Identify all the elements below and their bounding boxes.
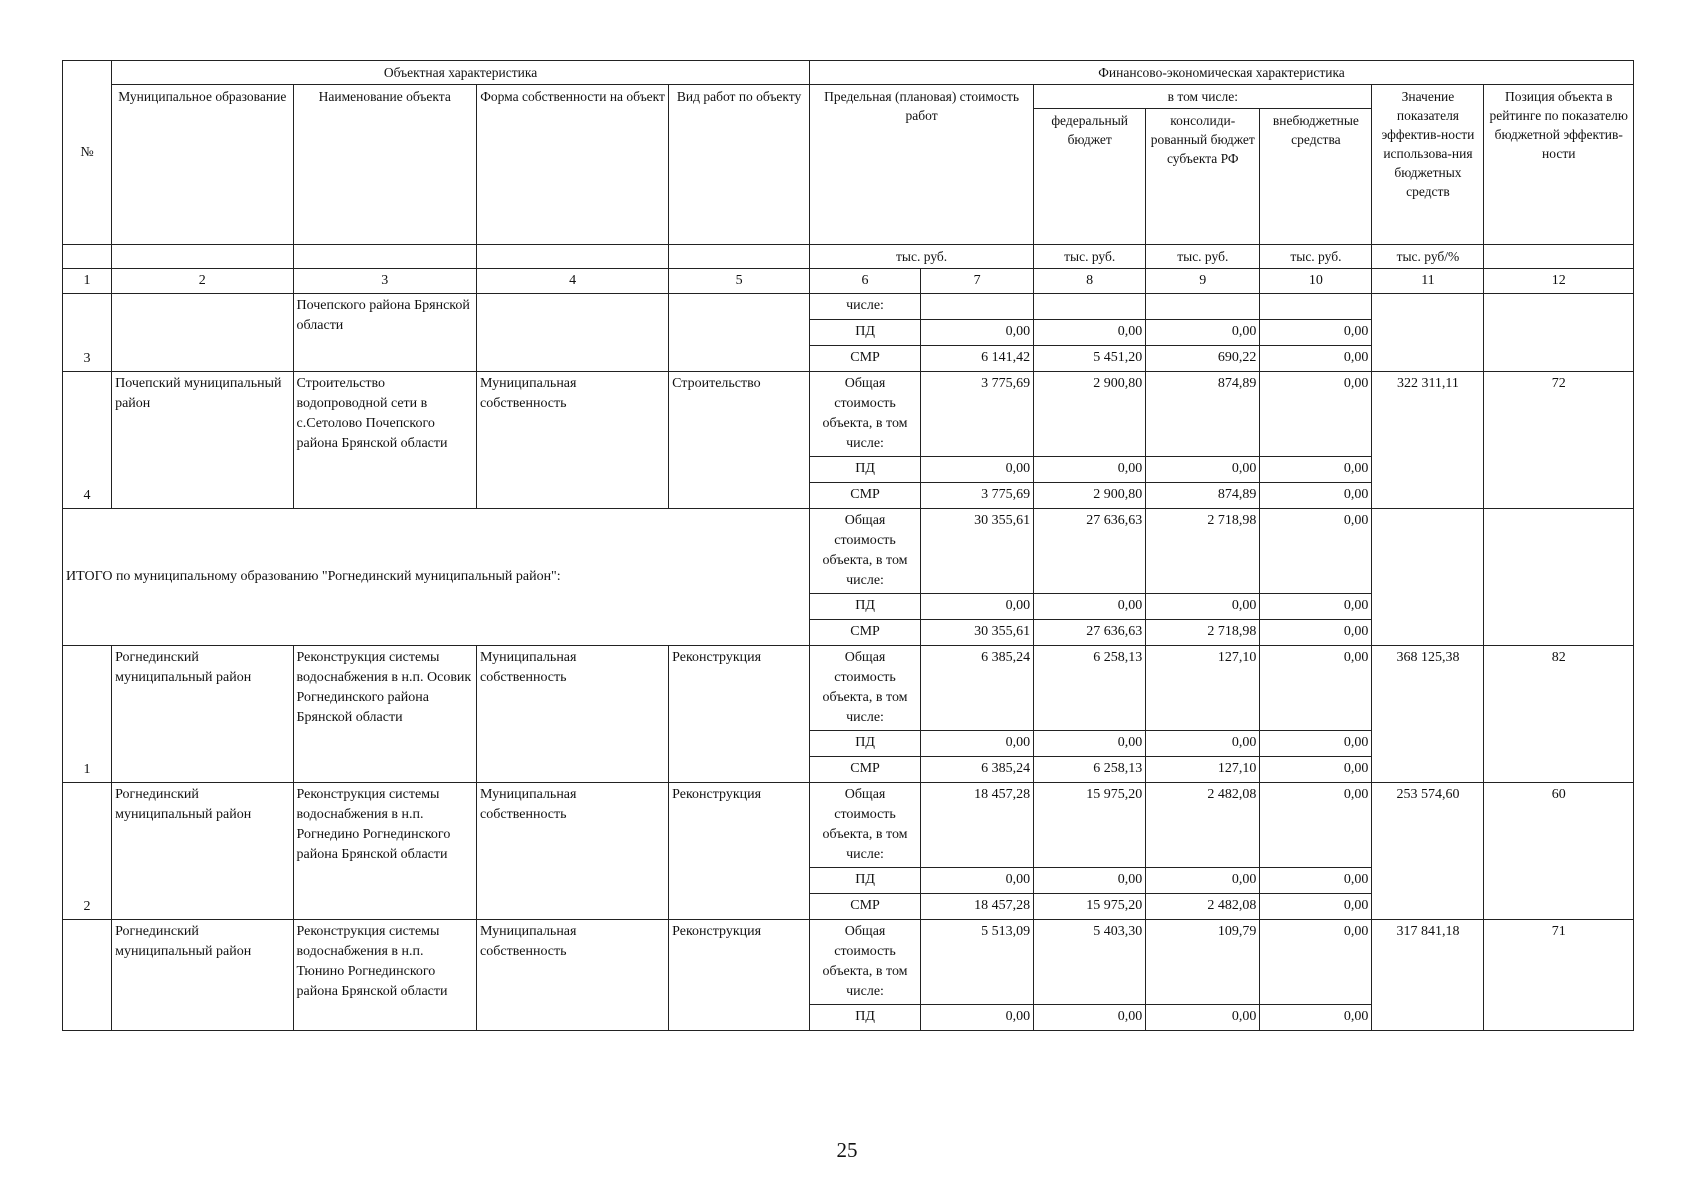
cost-total: 0,00: [921, 1005, 1034, 1031]
cost-total: 6 385,24: [921, 757, 1034, 783]
cost-consolidated: 874,89: [1146, 483, 1260, 509]
cost-federal: 27 636,63: [1034, 509, 1146, 594]
header-offbudget: внебюджетные средства: [1260, 109, 1372, 245]
cost-consolidated: 2 482,08: [1146, 894, 1260, 920]
header-efficiency: Значение показателя эффектив-ности использова-ния бюджетных средств: [1372, 85, 1484, 245]
cost-type-label: СМР: [810, 757, 921, 783]
object-name: Реконструкция системы водоснабжения в н.п. Рогнедино Рогнединского района Брянской области: [293, 783, 477, 920]
cost-consolidated: 109,79: [1146, 920, 1260, 1005]
work-type: Строительство: [669, 372, 810, 509]
cost-type-label: ПД: [810, 457, 921, 483]
header-num: №: [63, 61, 112, 245]
cost-offbudget: 0,00: [1260, 509, 1372, 594]
cost-consolidated: 0,00: [1146, 457, 1260, 483]
table-row: [63, 372, 1634, 457]
cost-federal: 2 900,80: [1034, 372, 1146, 457]
header-federal: федеральный бюджет: [1034, 109, 1146, 245]
column-number-row: [63, 269, 1634, 294]
header-rating: Позиция объекта в рейтинге по показателю бюджетной эффектив-ности: [1484, 85, 1634, 245]
table-row: [63, 783, 1634, 868]
cost-type-label: СМР: [810, 483, 921, 509]
header-municipality: Муниципальное образование: [112, 85, 293, 245]
cost-type-label: числе:: [810, 294, 921, 320]
cost-consolidated: 0,00: [1146, 868, 1260, 894]
cost-consolidated: 874,89: [1146, 372, 1260, 457]
cost-type-label: СМР: [810, 894, 921, 920]
cost-total: 0,00: [921, 457, 1034, 483]
rating-position: 71: [1484, 920, 1634, 1031]
rating-position: 82: [1484, 646, 1634, 783]
table-row: [63, 294, 1634, 320]
table-row: [63, 920, 1634, 1005]
cost-consolidated: 0,00: [1146, 594, 1260, 620]
column-number: 5: [669, 269, 810, 294]
cost-federal: 0,00: [1034, 1005, 1146, 1031]
cost-federal: 0,00: [1034, 320, 1146, 346]
cost-total: 18 457,28: [921, 894, 1034, 920]
cost-offbudget: 0,00: [1260, 731, 1372, 757]
ownership: Муниципальная собственность: [477, 783, 669, 920]
municipality: Рогнединский муниципальный район: [112, 920, 293, 1031]
cost-consolidated: 0,00: [1146, 320, 1260, 346]
cost-type-label: Общая стоимость объекта, в том числе:: [810, 783, 921, 868]
cost-consolidated: 2 718,98: [1146, 620, 1260, 646]
cost-offbudget: 0,00: [1260, 457, 1372, 483]
header-work-type: Вид работ по объекту: [669, 85, 810, 245]
cost-type-label: ПД: [810, 594, 921, 620]
header-including: в том числе:: [1034, 85, 1372, 109]
header-cost: Предельная (плановая) стоимость работ: [810, 85, 1034, 245]
cost-federal: 5 451,20: [1034, 346, 1146, 372]
unit-cost: тыс. руб.: [810, 245, 1034, 269]
cost-total: 6 141,42: [921, 346, 1034, 372]
cost-total: 30 355,61: [921, 620, 1034, 646]
column-number: 7: [921, 269, 1034, 294]
object-name: Реконструкция системы водоснабжения в н.п. Тюнино Рогнединского района Брянской области: [293, 920, 477, 1031]
column-number: 4: [477, 269, 669, 294]
row-number: 2: [63, 783, 112, 920]
page-number: 25: [836, 1138, 858, 1162]
cost-federal: 0,00: [1034, 594, 1146, 620]
column-number: 9: [1146, 269, 1260, 294]
ownership: Муниципальная собственность: [477, 920, 669, 1031]
cost-consolidated: 2 482,08: [1146, 783, 1260, 868]
municipality: Почепский муниципальный район: [112, 372, 293, 509]
cost-federal: 15 975,20: [1034, 783, 1146, 868]
work-type: Реконструкция: [669, 646, 810, 783]
table-row: [63, 509, 1634, 594]
cost-offbudget: 0,00: [1260, 894, 1372, 920]
cost-type-label: Общая стоимость объекта, в том числе:: [810, 646, 921, 731]
header-finance-group: Финансово-экономическая характеристика: [810, 61, 1634, 85]
unit-efficiency: тыс. руб/%: [1372, 245, 1484, 269]
cost-federal: 27 636,63: [1034, 620, 1146, 646]
cost-offbudget: 0,00: [1260, 868, 1372, 894]
row-number: 4: [63, 372, 112, 509]
efficiency-value: 317 841,18: [1372, 920, 1484, 1031]
column-number: 6: [810, 269, 921, 294]
cost-total: 0,00: [921, 320, 1034, 346]
header-object-group: Объектная характеристика: [112, 61, 810, 85]
cost-federal: 2 900,80: [1034, 483, 1146, 509]
cost-federal: 6 258,13: [1034, 646, 1146, 731]
cost-federal: 6 258,13: [1034, 757, 1146, 783]
object-name: Реконструкция системы водоснабжения в н.п. Осовик Рогнединского района Брянской области: [293, 646, 477, 783]
cost-type-label: Общая стоимость объекта, в том числе:: [810, 509, 921, 594]
cost-consolidated: 127,10: [1146, 757, 1260, 783]
cost-type-label: Общая стоимость объекта, в том числе:: [810, 372, 921, 457]
cost-offbudget: 0,00: [1260, 1005, 1372, 1031]
cost-federal: 5 403,30: [1034, 920, 1146, 1005]
cost-type-label: ПД: [810, 868, 921, 894]
cost-offbudget: 0,00: [1260, 594, 1372, 620]
object-name: Строительство водопроводной сети в с.Сетолово Почепского района Брянской области: [293, 372, 477, 509]
cost-type-label: СМР: [810, 620, 921, 646]
cost-type-label: Общая стоимость объекта, в том числе:: [810, 920, 921, 1005]
cost-type-label: СМР: [810, 346, 921, 372]
cost-total: 0,00: [921, 731, 1034, 757]
cost-offbudget: 0,00: [1260, 757, 1372, 783]
cost-consolidated: 127,10: [1146, 646, 1260, 731]
header-consolidated: консолиди-рованный бюджет субъекта РФ: [1146, 109, 1260, 245]
cost-offbudget: 0,00: [1260, 346, 1372, 372]
column-number: 3: [293, 269, 477, 294]
cost-total: 5 513,09: [921, 920, 1034, 1005]
rating-position: 60: [1484, 783, 1634, 920]
row-number: 1: [63, 646, 112, 783]
cost-consolidated: 0,00: [1146, 731, 1260, 757]
cost-federal: 0,00: [1034, 868, 1146, 894]
municipality: Рогнединский муниципальный район: [112, 646, 293, 783]
column-number: 8: [1034, 269, 1146, 294]
cost-offbudget: 0,00: [1260, 372, 1372, 457]
cost-type-label: ПД: [810, 320, 921, 346]
cost-total: 3 775,69: [921, 372, 1034, 457]
object-name: Почепского района Брянской области: [293, 294, 477, 372]
cost-offbudget: 0,00: [1260, 483, 1372, 509]
work-type: Реконструкция: [669, 920, 810, 1031]
cost-total: 3 775,69: [921, 483, 1034, 509]
cost-type-label: ПД: [810, 731, 921, 757]
cost-offbudget: 0,00: [1260, 920, 1372, 1005]
row-number: 3: [63, 294, 112, 372]
header-ownership: Форма собственности на объект: [477, 85, 669, 245]
cost-total: 0,00: [921, 868, 1034, 894]
cost-type-label: ПД: [810, 1005, 921, 1031]
column-number: 2: [112, 269, 293, 294]
cost-offbudget: 0,00: [1260, 320, 1372, 346]
column-number: 12: [1484, 269, 1634, 294]
cost-consolidated: 2 718,98: [1146, 509, 1260, 594]
unit-federal: тыс. руб.: [1034, 245, 1146, 269]
municipality: Рогнединский муниципальный район: [112, 783, 293, 920]
ownership: Муниципальная собственность: [477, 372, 669, 509]
cost-consolidated: 690,22: [1146, 346, 1260, 372]
total-label: ИТОГО по муниципальному образованию "Рогнединский муниципальный район":: [63, 509, 810, 646]
efficiency-value: 253 574,60: [1372, 783, 1484, 920]
unit-consolidated: тыс. руб.: [1146, 245, 1260, 269]
ownership: Муниципальная собственность: [477, 646, 669, 783]
budget-efficiency-table: [62, 60, 1634, 1031]
work-type: Реконструкция: [669, 783, 810, 920]
column-number: 10: [1260, 269, 1372, 294]
cost-total: 6 385,24: [921, 646, 1034, 731]
cost-federal: 15 975,20: [1034, 894, 1146, 920]
cost-offbudget: 0,00: [1260, 646, 1372, 731]
rating-position: 72: [1484, 372, 1634, 509]
table-row: [63, 646, 1634, 731]
cost-total: 30 355,61: [921, 509, 1034, 594]
cost-total: 0,00: [921, 594, 1034, 620]
column-number: 1: [63, 269, 112, 294]
cost-offbudget: 0,00: [1260, 620, 1372, 646]
cost-federal: 0,00: [1034, 457, 1146, 483]
header-object-name: Наименование объекта: [293, 85, 477, 245]
unit-offbudget: тыс. руб.: [1260, 245, 1372, 269]
cost-federal: 0,00: [1034, 731, 1146, 757]
cost-total: 18 457,28: [921, 783, 1034, 868]
cost-consolidated: 0,00: [1146, 1005, 1260, 1031]
cost-offbudget: 0,00: [1260, 783, 1372, 868]
efficiency-value: 368 125,38: [1372, 646, 1484, 783]
column-number: 11: [1372, 269, 1484, 294]
efficiency-value: 322 311,11: [1372, 372, 1484, 509]
